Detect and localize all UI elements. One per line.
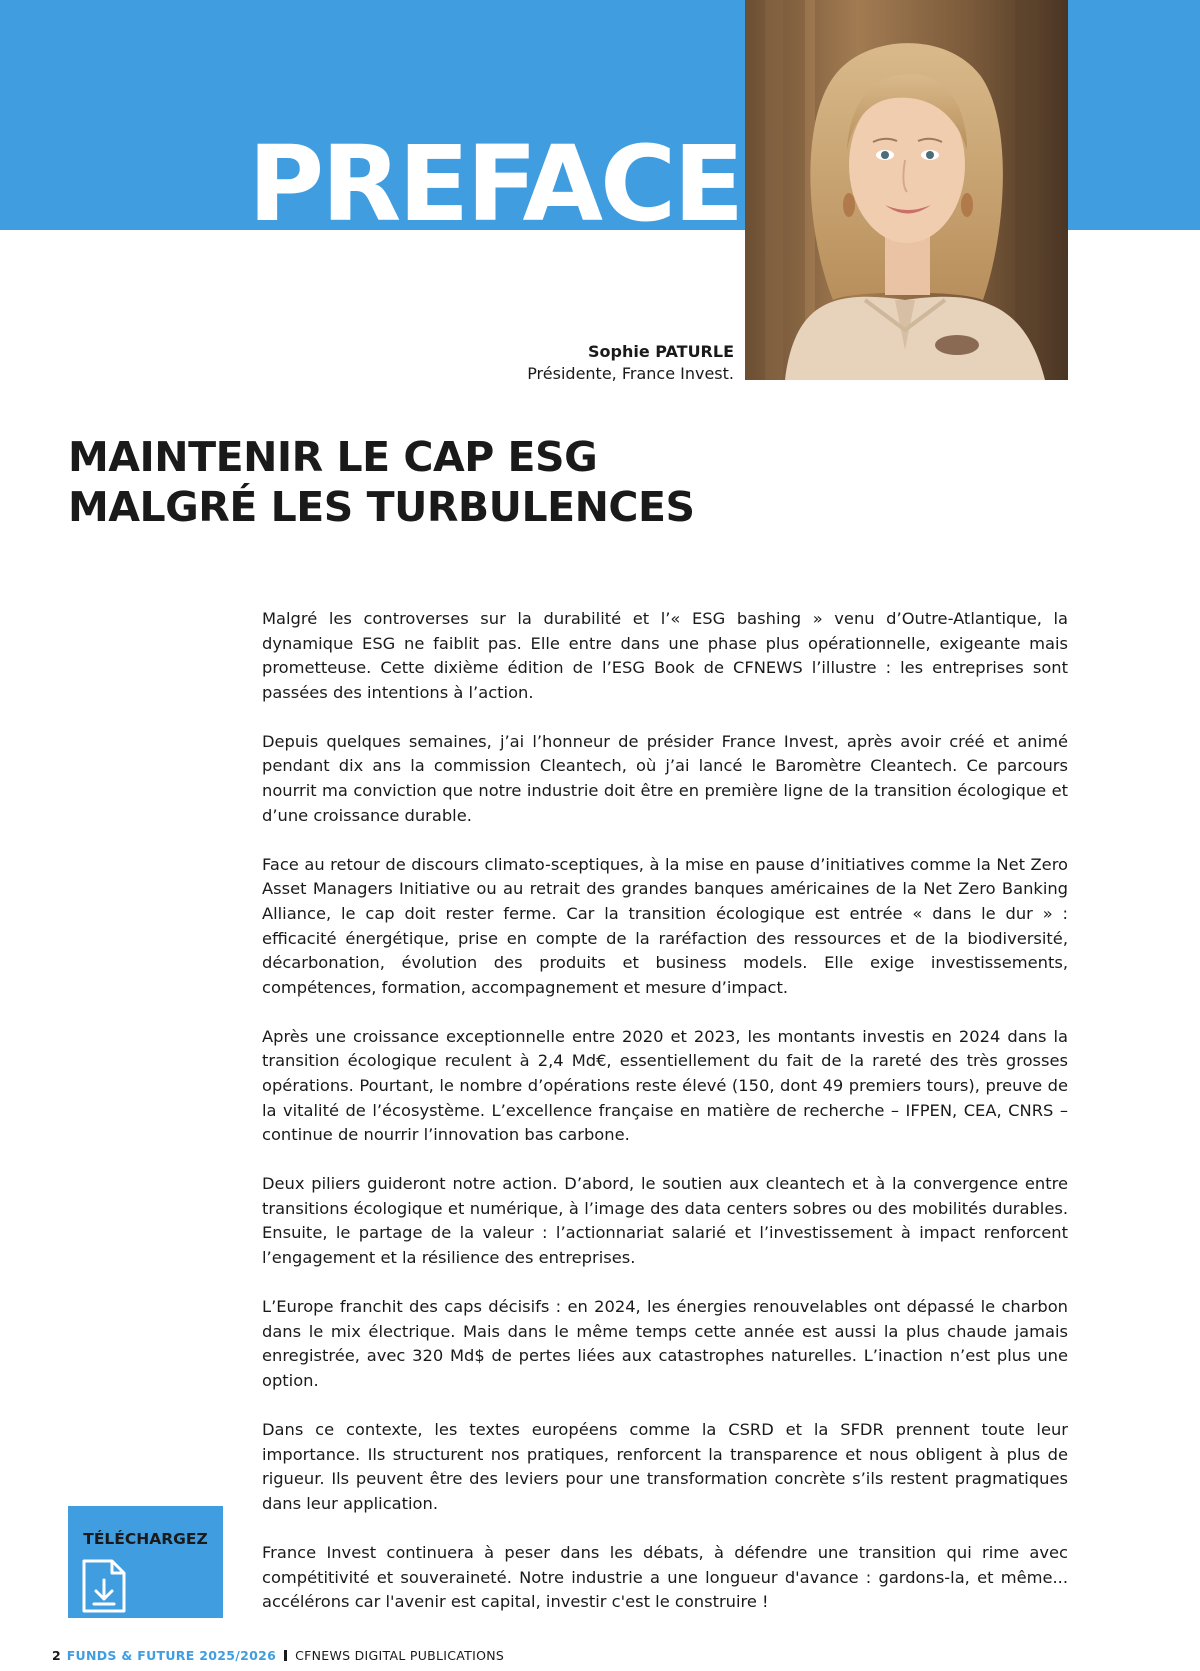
article-headline bbox=[68, 432, 695, 532]
paragraph: Depuis quelques semaines, j’ai l’honneur de présider France Invest, après avoir créé et animé pendant dix ans la commission Cleantech, où j’ai lancé le Baromètre Cleantech. Ce parcours nourrit ma conviction que notre industrie doit être en première ligne de la transition écologique et d’une croissance durable. bbox=[262, 731, 1068, 825]
publication-title: FUNDS & FUTURE 2025/2026 bbox=[66, 1648, 277, 1663]
page-title: PREFACE bbox=[248, 123, 742, 245]
author-role: Présidente, France Invest. bbox=[527, 364, 734, 383]
download-document-icon bbox=[81, 1558, 127, 1614]
publisher-brand: CFNEWS DIGITAL PUBLICATIONS bbox=[295, 1648, 505, 1663]
footer-separator bbox=[284, 1650, 287, 1661]
headline-line-1: MAINTENIR LE CAP ESG bbox=[68, 433, 598, 481]
author-portrait bbox=[745, 0, 1068, 380]
paragraph: Dans ce contexte, les textes européens comme la CSRD et la SFDR prennent toute leur importance. Ils structurent nos pratiques, renforcent la transparence et nous obligent à plus de rigueur. Ils peuvent être des leviers pour une transformation concrète s’ils restent pragmatiques dans leur application. bbox=[262, 1420, 1068, 1513]
page-number: 2 bbox=[52, 1648, 61, 1663]
author-byline bbox=[527, 341, 734, 385]
paragraph: Deux piliers guideront notre action. D’abord, le soutien aux cleantech et à la convergence entre transitions écologique et numérique, à l’image des data centers sobres ou des mobilités durables. Ensuite, le partage de la valeur : l’actionnariat salarié et l’investissement à impact renforcent l’engagement et la résilience des entreprises. bbox=[262, 1174, 1068, 1268]
article-body bbox=[262, 607, 1068, 1639]
author-name: Sophie PATURLE bbox=[587, 342, 734, 361]
paragraph: Malgré les controverses sur la durabilité et l’« ESG bashing » venu d’Outre-Atlantique, la dynamique ESG ne faiblit pas. Elle entre dans une phase plus opérationnelle, exigeante mais prometteuse. Cette dixième édition de l’ESG Book de CFNEWS l’illustre : les entreprises sont passées des intentions à l’action. bbox=[262, 609, 1068, 702]
paragraph: France Invest continuera à peser dans les débats, à défendre une transition qui rime avec compétitivité et souveraineté. Notre industrie a une longueur d'avance : gardons-la, et même... accélérons car l'avenir est capital, investir c'est le construire ! bbox=[262, 1542, 1068, 1612]
paragraph: Après une croissance exceptionnelle entre 2020 et 2023, les montants investis en 2024 dans la transition écologique reculent à 2,4 Md€, essentiellement du fait de la rareté des très grosses opérations. Pourtant, le nombre d’opérations reste élevé (150, dont 49 premiers tours), preuve de la vitalité de l’écosystème. L’excellence française en matière de recherche – IFPEN, CEA, CNRS – continue de nourrir l’innovation bas carbone. bbox=[262, 1026, 1068, 1145]
download-button[interactable] bbox=[68, 1506, 223, 1618]
download-label: TÉLÉCHARGEZ bbox=[83, 1530, 208, 1548]
paragraph: L’Europe franchit des caps décisifs : en 2024, les énergies renouvelables ont dépassé le charbon dans le mix électrique. Mais dans le même temps cette année est aussi la plus chaude jamais enregistrée, avec 320 Md$ de pertes liées aux catastrophes naturelles. L’inaction n’est plus une option. bbox=[262, 1297, 1068, 1390]
headline-line-2: MALGRÉ LES TURBULENCES bbox=[68, 483, 695, 531]
paragraph: Face au retour de discours climato-sceptiques, à la mise en pause d’initiatives comme la Net Zero Asset Managers Initiative ou au retrait des grandes banques américaines de la Net Zero Banking Alliance, le cap doit rester ferme. Car la transition écologique est entrée « dans le dur » : efficacité énergétique, prise en compte de la raréfaction des ressources et de la biodiversité, décarbonation, évolution des produits et business models. Elle exige investissements, compétences, formation, accompagnement et mesure d’impact. bbox=[262, 854, 1068, 997]
page-footer bbox=[52, 1646, 504, 1666]
